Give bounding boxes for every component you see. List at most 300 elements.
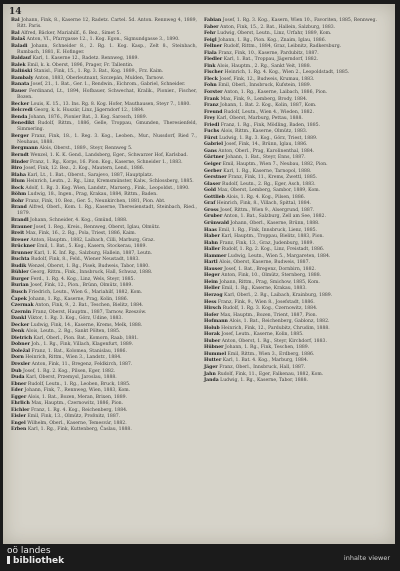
directory-entry [11, 388, 197, 394]
entry-name: Gabriel [204, 142, 223, 148]
directory-entry [204, 228, 390, 234]
directory-entry [11, 329, 197, 335]
entry-name: Heger [204, 273, 220, 279]
entry-text: Anton, Hauptm., 1882, Laibach, Cilli, Marburg, Graz. [30, 237, 155, 243]
entry-text: Emil, 1. Bat., 5. Kog., Kasern, Stockerau, 1889. [36, 244, 147, 250]
directory-entry [204, 103, 390, 109]
entry-name: Fürst [204, 135, 218, 141]
entry-text: Max, Fink, 16., 2. Rg., Pola, Triest, 1886, Kaim. [25, 231, 137, 237]
directory-entry [11, 369, 197, 375]
directory-entry [204, 221, 390, 227]
entry-name: Friedl [204, 122, 220, 128]
directory-entry [11, 166, 197, 172]
entry-text: Anton, 1883, Oberleutnant, Szczepán, Mulden, Tarnow. [34, 75, 164, 81]
entry-text: Alois, 1. Bat., Reichenberg, Gablonz, 1882. [229, 319, 330, 325]
directory-entry [11, 310, 197, 316]
entry-name: Hess [204, 299, 217, 305]
entry-text: Franz, 1. Rg., Fink, Mödling, Baden, 1885. [220, 122, 321, 128]
directory-entry [204, 319, 390, 325]
entry-text: Johann, Fink, 7., Rennweg, Wien, 1883, Kom. [24, 388, 131, 394]
entry-text: Alois, Oberst., 1889., Steyr, Rennweg 5. [39, 146, 133, 152]
directory-entry [204, 332, 390, 338]
directory-entry [11, 31, 197, 37]
entry-name: Heim [204, 279, 218, 285]
entry-text: Karl, Lt., 1. Bat., Oberst., Sarajevo, 1887, Hauptplatz. [27, 172, 154, 178]
directory-entry [204, 83, 390, 89]
entry-name: Jahn [204, 371, 216, 377]
entry-name: Hauser [204, 266, 223, 272]
directory-entry [11, 115, 197, 121]
logo-line-2-text: bibliothek [13, 556, 65, 566]
entry-text: Ludwig, Leutn., Wien 5., Margareten, 1884. [227, 253, 331, 259]
viewer-footer [0, 544, 400, 571]
entry-text: Johann, Oberl., Kaserne, Brünn, 1888. [230, 220, 320, 226]
directory-entry [11, 355, 197, 361]
entry-name: Engel [11, 420, 26, 426]
entry-text: Stanisl., Fink, 15., 1. Rg. 3. Bat., Kog. 1889., Frz. Kaim. [33, 69, 164, 75]
entry-text: Georg, k. k. Huszár, Linz, Jägerndorf 12., 1884. [34, 108, 145, 114]
directory-entry [11, 270, 197, 276]
left-column [11, 18, 197, 434]
entry-text: Johann, Fink, 8., Kaserne 12, Radetz. Cartel. 5d. Anton. Rennweg 4, 1889, Ritt. Paris. [17, 18, 197, 30]
logo-line-2 [7, 556, 64, 567]
entry-text: Franz, Fink, 11., Krems, Zwettl, 1885. [228, 175, 318, 181]
entry-name: Glaser [204, 181, 221, 187]
directory-entry [204, 280, 390, 286]
directory-entry [11, 264, 197, 270]
entry-text: Wenzel, Oberst, 1. Rg., Pisek, Budweis, Tabor, 1880. [27, 263, 150, 269]
directory-entry [204, 345, 390, 351]
entry-text: Anton, Fink, 15., 2. Bat., Hallein, Salzburg, 1883. [220, 24, 336, 30]
directory-entry [204, 313, 390, 319]
directory-entry [204, 300, 390, 306]
entry-name: Eichler [11, 407, 30, 413]
entry-name: Baldauf [11, 56, 32, 62]
entry-name: Fehr [204, 31, 216, 37]
directory-entry [11, 186, 197, 192]
entry-text: Josef, Fink, 12. Bez., 2. Kog., Mautern, Lend., 1886. [23, 166, 145, 172]
entry-name: Eisler [11, 414, 26, 420]
directory-entry [11, 323, 197, 329]
entry-text: Anton, Fink, 11., Bregenz, Feldkirch, 1887. [31, 361, 133, 367]
directory-entry [204, 142, 390, 148]
entry-name: Balek [11, 62, 26, 68]
directory-entry [204, 175, 390, 181]
entry-text: Johann, 1. Rg., Pion. Kog., Znaim, Iglau, 1886. [218, 37, 327, 43]
entry-name: Horak [204, 332, 220, 338]
directory-entry [11, 153, 197, 159]
entry-name: Čapek [11, 296, 27, 302]
entry-name: Frey [204, 116, 216, 122]
entry-text: Karl, Oberl., 2. Rg., Laibach, Krainburg, 1889. [224, 292, 333, 298]
directory-entry [11, 244, 197, 250]
directory-entry [204, 306, 390, 312]
entry-text: Karl, 1. K. Inf. Rg., Salzburg, Hallein, 1887, Leutn. [34, 250, 153, 256]
entry-name: Hofer [204, 312, 219, 318]
directory-entry [204, 162, 390, 168]
entry-text: Karl, Oberst, Marburg, Pettau, 1888. [216, 116, 303, 122]
directory-entry [204, 267, 390, 273]
entry-name: Hammer [204, 253, 227, 259]
entry-text: Wilhelm, Oberl., Kaserne, Temesvár, 1882. [27, 420, 127, 426]
entry-name: Brauner [11, 224, 33, 230]
entry-text: Franz, 1. Bat., Kolomea, Stanislau, 1886. [31, 348, 127, 354]
directory-entry [11, 257, 197, 263]
entry-text: Josef, 1. Bat., Bregenz, Dornbirn, 1882. [224, 266, 316, 272]
directory-entry [11, 395, 197, 401]
directory-entry [11, 121, 197, 133]
directory-entry [11, 362, 197, 368]
entry-name: Egger [11, 394, 27, 400]
directory-entry [204, 326, 390, 332]
entry-text: Karl, Hauptm., Troppau, Bielitz, 1883, Pion. [221, 234, 324, 240]
directory-entry [204, 208, 390, 214]
directory-entry [204, 378, 390, 384]
entry-name: Gross [204, 207, 219, 213]
directory-entry [11, 18, 197, 30]
entry-text: Johann, Rittm., Prag, Smichow, 1885, Kom. [219, 279, 320, 285]
entry-name: Franz [204, 103, 219, 109]
entry-text: Josef, Rittm., Wien 9., Alsergrund, 1887. [220, 207, 315, 213]
entry-text: Franz, Oberl., Innsbruck, Hall, 1887. [219, 364, 306, 370]
entry-text: Ferd., 1. Rg. 4. Kog., Linz, Wels, Steyr, 1885. [30, 276, 135, 282]
entry-name: Czernin [11, 309, 32, 315]
directory-entry [11, 63, 197, 69]
directory-entry [11, 205, 197, 217]
entry-text: Ludwig, Oberst, Leutn., Linz, Urfahr, 1889, Kom. [217, 31, 332, 37]
directory-entry [11, 375, 197, 381]
directory-entry [11, 218, 197, 224]
entry-name: Breuer [11, 237, 29, 243]
directory-entry [11, 342, 197, 348]
entry-text: Max, Hauptm., Czernowitz, 1886, Pion. [31, 401, 124, 407]
entry-name: Bauer [11, 89, 27, 95]
entry-name: Dorn [11, 355, 24, 361]
entry-text: Franz, Fink, 13., Graz, Judenburg, 1889. [219, 240, 314, 246]
entry-text: Viktor, 1. Rg. 3. Kog., Görz, Udine, 1883. [27, 316, 123, 322]
entry-name: Freund [204, 109, 223, 115]
entry-text: Alois, Hauptm., 2. Rg., Sankt Veit, 1888. [217, 63, 312, 69]
directory-entry [11, 37, 197, 43]
directory-entry [204, 195, 390, 201]
directory-entry [204, 129, 390, 135]
page-number: 14 [9, 7, 22, 17]
entry-name: Gold [204, 188, 216, 194]
entry-text: Rudolf, 1. Rg. 2. Kog., Linz, Freistadt, 1886. [221, 247, 325, 253]
entry-name: Burian [11, 283, 29, 289]
directory-entry [204, 31, 390, 37]
entry-name: Bal [11, 30, 20, 36]
directory-entry [204, 260, 390, 266]
entry-text: Franz, 1. Rg., Korps, 16. Pion. Kog., Kaserne, Schneider 1., 1883. [30, 159, 183, 165]
entry-text: Anton, Fink, 9., 2. Bat., Teschen, Bielitz, 1884. [35, 303, 144, 309]
entry-name: Bühler [11, 270, 29, 276]
entry-text: Karl, 1. Rg., Kaserne, Tarnopol, 1888. [223, 168, 312, 174]
entry-text: Emil, k. k. Oberst, 1896, Prager, Fr. Tallentin. [27, 62, 134, 68]
entry-name: Blum [11, 179, 25, 185]
directory-entry [204, 64, 390, 70]
entry-name: Hartl [204, 260, 218, 266]
entry-text: Heinrich, Fink, 8., Villach, Spittal, 1884. [216, 201, 312, 207]
entry-text: Anton, 1. Bat., Salzburg, Zell am See, 1882. [223, 214, 326, 220]
directory-entry [204, 358, 390, 364]
entry-name: Grünwald [204, 220, 229, 226]
viewer-label[interactable]: inhalte viewer [343, 554, 390, 562]
directory-entry [204, 57, 390, 63]
entry-text: Ludwig, 18., Ingen., Prag, Krakau, 1884, Rittm., Baden. [27, 192, 158, 198]
entry-name: Böhm [11, 192, 27, 198]
entry-text: Rudolf, Leutn., 1. Rg., Leoben, Bruck, 1885. [27, 381, 131, 387]
directory-entry [204, 97, 390, 103]
entry-text: Emil, Hauptm., Wien 7., Neubau, 1882, Pion. [222, 162, 328, 168]
directory-entry [204, 339, 390, 345]
entry-text: Alois, Leutn., 2. Rg., Sankt Pölten, 1885. [25, 329, 121, 335]
entry-name: Dietrich [11, 335, 33, 341]
entry-text: Anton, VI., Pfarrgasse 12., 1. Kog. Egon., Sigmundgasse 3., 1890. [26, 37, 180, 43]
entry-name: Gerstner [204, 175, 227, 181]
entry-text: Emil, Rittm., Wien 3., Erdberg, 1886. [227, 351, 315, 357]
entry-text: Max, Fink, 9., Lemberg, Brody, 1884. [220, 96, 308, 102]
directory-entry [204, 182, 390, 188]
entry-name: Hummel [204, 351, 227, 357]
directory-entry [11, 401, 197, 407]
entry-name: Dub [11, 368, 22, 374]
entry-name: Denk [11, 329, 25, 335]
entry-name: Gruber [204, 214, 223, 220]
entry-name: Erben [11, 427, 27, 433]
entry-name: Baladi [11, 43, 28, 49]
entry-name: Fohn [204, 83, 217, 89]
entry-text: Georg, Rittm., Fink., Innsbruck, Hall, Schwaz, 1888. [30, 270, 153, 276]
entry-name: Fischer [204, 70, 224, 76]
directory-entry [204, 169, 390, 175]
directory-entry [204, 155, 390, 161]
directory-entry [11, 277, 197, 283]
entry-text: Johann, 1. Bat. 2. Kog., Kolin, 1887, Kom. [220, 103, 317, 109]
entry-name: Hofmann [204, 319, 228, 325]
logo-mark-icon [7, 556, 10, 564]
entry-text: Josef, Fink, 12., Budweis, Krumau, 1883. [219, 76, 315, 82]
entry-name: Ebner [11, 381, 27, 387]
directory-entry [204, 116, 390, 122]
entry-text: Anton, Oberst, 1. Rg., Steyr, Kirchdorf, 1883. [221, 338, 327, 344]
directory-entry [11, 56, 197, 62]
entry-name: Budik [11, 263, 27, 269]
directory-entry [11, 146, 197, 152]
entry-text: Johann, 1. Rg., Kaserne, Prag, Kolin, 1886. [28, 296, 129, 302]
directory-entry [11, 336, 197, 342]
entry-name: Decker [11, 322, 30, 328]
entry-name: Haller [204, 247, 221, 253]
entry-name: Busch [11, 289, 27, 295]
entry-name: Fink [204, 63, 216, 69]
directory-entry [11, 69, 197, 75]
directory-entry [11, 238, 197, 244]
entry-name: Balaš [11, 37, 26, 43]
entry-text: Karl, 1. Bat. 4. Kog., Marburg, 1884. [222, 358, 309, 364]
entry-text: Heinrich, Fink, 12., Pardubitz, Chrudim, 1888. [221, 325, 330, 331]
directory-entry [11, 102, 197, 108]
entry-name: Holub [204, 325, 220, 331]
entry-text: Josef, 1. Rg. 2. Kog., Pilsen, Eger, 1882. [23, 368, 116, 374]
entry-name: Breit [11, 231, 25, 237]
entry-text: Heinrich, Leutn., 2. Rg., Linz, Kremsmünster, Kalw., Schlossberg, 1885. [26, 179, 194, 185]
entry-name: Forster [204, 90, 223, 96]
entry-name: Baliński [11, 69, 33, 75]
entry-text: Ludwig, 1. Rg. 3. Kog., Görz, Triest, 1889. [219, 135, 318, 141]
directory-entry [11, 231, 197, 237]
entry-name: Eder [11, 388, 24, 394]
entry-text: Adolf, 1. Rg. 3. Kog. Wien, Landstr., Marxerg., Fink., Leopoldst., 1890. [25, 185, 190, 191]
entry-text: Rudolf, Fink, 8., Feld., Wiener Neustadt, 1883. [30, 257, 140, 263]
entry-name: Fiala [204, 50, 217, 56]
entry-text: Friedrich, Leutn., Wien 6., Mariahilf, 1882, Kom. [28, 289, 143, 295]
entry-name: Czermak [11, 303, 34, 309]
entry-name: Bal [11, 18, 20, 23]
directory-entry [11, 192, 197, 198]
entry-name: Brunner [11, 250, 33, 256]
entry-text: Josef, 1. Rg. 3. Kog., Kasern, Wien 10., Favoriten, 1885, Rennweg. [222, 18, 377, 23]
entry-text: Josef, Fink, 14., Brünn, Iglau, 1886. [224, 142, 308, 148]
entry-name: Graf [204, 201, 216, 207]
entry-name: Biro [11, 166, 23, 172]
directory-entry [11, 199, 197, 205]
entry-text: Alois, 1. Rg. 4. Kog., Pilsen, 1886. [226, 194, 306, 200]
entry-name: Jäger [204, 364, 218, 370]
entry-name: Gottlieb [204, 194, 225, 200]
directory-entry [11, 283, 197, 289]
directory-entry [11, 225, 197, 231]
entry-name: Bohr [11, 198, 24, 204]
directory-entry [11, 44, 197, 56]
entry-name: Haber [204, 234, 220, 240]
entry-name: Gans [204, 148, 217, 154]
directory-entry [204, 214, 390, 220]
directory-entry [204, 293, 390, 299]
entry-text: Anton, Fink, 10., Olmütz, Sternberg, 1888. [221, 273, 322, 279]
entry-name: Banata [11, 82, 30, 88]
directory-entry [11, 382, 197, 388]
entry-text: Alfred, Oberl., Kom. 1. Rg., Kaserne, Theresienstadt, Steinbach, Ried., 1879. [17, 205, 197, 217]
entry-name: Hutter [204, 358, 222, 364]
entry-name: Dobner [11, 342, 30, 348]
directory-entry [204, 70, 390, 76]
directory-entry [204, 123, 390, 129]
entry-name: Berndt [11, 152, 29, 158]
entry-text: Franz, 1. Rg. 4. Kog., Reichenberg, 1884. [30, 407, 128, 413]
directory-entry [204, 365, 390, 371]
directory-entry [204, 90, 390, 96]
entry-name: Benda [11, 114, 28, 120]
entry-name: Fiedler [204, 57, 223, 63]
entry-text: Ludwig, Fink, 14., Kaserne, Krems, Melk, 1888. [30, 322, 143, 328]
entry-name: Bock [11, 185, 24, 191]
directory-entry [11, 316, 197, 322]
directory-entry [11, 89, 197, 101]
directory-entry [204, 136, 390, 142]
entry-name: Haas [204, 227, 217, 233]
entry-name: Fabian [204, 18, 222, 23]
entry-name: Duda [11, 375, 25, 381]
directory-entry [11, 427, 197, 433]
entry-name: Doležal [11, 348, 31, 354]
entry-name: Faber [204, 24, 219, 30]
directory-entry [204, 201, 390, 207]
directory-entry [204, 234, 390, 240]
directory-entry [204, 51, 390, 57]
entry-name: Burger [11, 276, 30, 282]
directory-entry [11, 251, 197, 257]
entry-name: Herzog [204, 292, 223, 298]
directory-entry [11, 108, 197, 114]
entry-name: Huber [204, 338, 221, 344]
entry-text: Johann, Schneider, 4. Kog., Gmünd, 1888. [30, 217, 128, 223]
entry-name: Fellner [204, 44, 223, 50]
entry-name: Hirsch [204, 306, 222, 312]
entry-name: Blaha [11, 172, 26, 178]
entry-text: Heinrich, 1. Rg. 4. Kog., Wien 2., Leopoldstadt, 1885. [224, 70, 350, 76]
entry-name: Frank [204, 96, 220, 102]
entry-text: Alois, 1. Bat., Bozen, Meran, Brixen, 1889. [27, 394, 128, 400]
entry-text: Rudolf, Leutn., Wien 4., Wieden, 1882. [223, 109, 314, 115]
entry-text: Ferdinand, Lt., 1894, Hofbauer, Schwechat, Kralik., Pionier., Fischer, Bozen. [17, 89, 197, 101]
entry-text: Alfred, Bäcker, Mariahilf., 6. Bez., Simet 5. [21, 30, 121, 36]
directory-entry [204, 273, 390, 279]
entry-text: Franz, Fink, 10., Kaserne, Pardubitz, 1887. [218, 50, 319, 56]
library-logo[interactable] [7, 546, 64, 567]
entry-name: Fleck [204, 76, 218, 82]
directory-entry [11, 408, 197, 414]
entry-text: Rudolf, Fink, 11., Eger, Falkenau, 1882, Kom. [217, 371, 324, 377]
directory-entry [204, 25, 390, 31]
directory-entry [204, 254, 390, 260]
entry-text: Johann, 1. Rg., Fink, Teschen, 1889. [225, 345, 310, 351]
entry-text: Franz, Fink, 9., Wien 8., Josefstadt, 1886. [217, 299, 315, 305]
entry-text: Emil, Oberl., Innsbruck, Kufstein, 1889. [218, 83, 312, 89]
entry-text: Joh., 1. Rg., Fink, Villach, Klagenfurt, 1889. [31, 342, 134, 348]
entry-name: Becker [11, 101, 30, 107]
entry-text: Alois, Oberst, Kaserne, Budweis, 1887. [219, 260, 310, 266]
entry-text: Anton, 1. Rg., Kaserne, Laibach, 1886, Pion. [224, 90, 328, 96]
entry-name: Heller [204, 286, 221, 292]
entry-name: Feigl [204, 37, 217, 43]
entry-text: Rudolf, 1. Rg. 3. Kog., Czernowitz, 1884. [222, 306, 318, 312]
entry-name: Drexler [11, 361, 31, 367]
right-column [204, 18, 390, 385]
entry-text: Karl, 1. Kaserne 12., Radetz. Rennweg, 1889. [32, 56, 139, 62]
entry-text: Wenzel, 1. K. K. Gend., Landsberg, Eger., Schwarzer Hof, Karlsbad. [30, 152, 188, 158]
directory-entry [204, 372, 390, 378]
entry-text: Max, Oberst, Lemberg, Sambor, 1889, Kom. [217, 188, 321, 194]
directory-entry [11, 134, 197, 146]
entry-name: Binder [11, 159, 29, 165]
directory-entry [204, 44, 390, 50]
entry-name: Gärtner [204, 155, 225, 161]
entry-name: Belcredi [11, 108, 33, 114]
entry-text: Rudolf, Rittm., 1886, Gelle, Troppau, Gmunden, Theresienfeld, Simmering. [17, 121, 198, 133]
directory-entry [11, 303, 197, 309]
entry-name: Hübner [204, 345, 224, 351]
entry-name: Brandl [11, 217, 29, 223]
entry-text: Alois, Rittm., Kaserne, Olmütz, 1883. [220, 129, 308, 135]
entry-text: Heinrich, Rittm., Wien 3., Landstr., 1884. [25, 355, 122, 361]
document-page [3, 4, 395, 544]
entry-text: Karl, Oberl., Pion. Bat., Komorn, Raab, 1881. [33, 335, 139, 341]
entry-text: Emil, 1. Rg., Kaserne, Krakau, 1883. [221, 286, 307, 292]
entry-text: Max, Hauptm., Bozen, Trient, 1887, Pion. [220, 312, 318, 318]
entry-name: Fuchs [204, 129, 220, 135]
directory-entry [204, 18, 390, 24]
